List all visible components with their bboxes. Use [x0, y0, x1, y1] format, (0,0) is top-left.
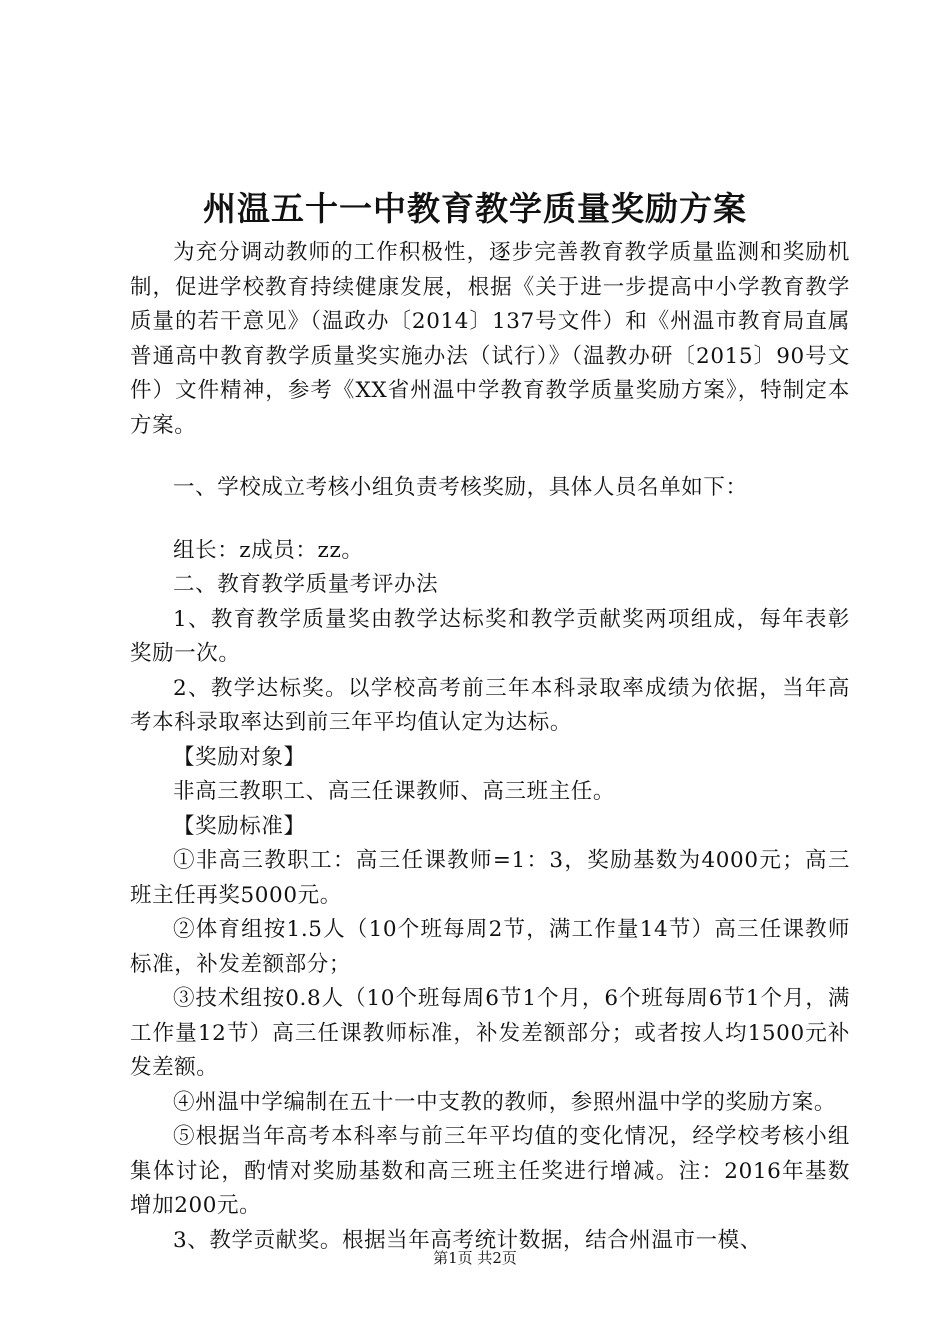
reward-standard-heading: 【奖励标准】	[173, 813, 306, 839]
intro-paragraph: 为充分调动教师的工作积极性，逐步完善教育教学质量监测和奖励机制，促进学校教育持续健康发展，根据《关于进一步提高中小学教育教学质量的若干意见》（温政办〔2014〕137号文件）和《州温市教育局直属普通高中教育教学质量奖实施办法（试行）》（温教办研〔2015〕90号文件）文件精神，参考《XX省州温中学教育教学质量奖励方案》，特制定本方案。	[130, 240, 850, 438]
section-heading-1: 一、学校成立考核小组负责考核奖励，具体人员名单如下：	[173, 475, 748, 500]
group-members-paragraph: 组长：z成员：zz。	[173, 537, 364, 563]
document-title: 州温五十一中教育教学质量奖励方案	[203, 189, 747, 228]
standard-1-paragraph: ①非高三教职工：高三任课教师=1：3，奖励基数为4000元；高三班主任再奖5000元。	[130, 848, 850, 908]
item-2-paragraph: 2、教学达标奖。以学校高考前三年本科录取率成绩为依据，当年高考本科录取率达到前三年平均值认定为达标。	[130, 675, 850, 735]
reward-target-paragraph: 非高三教职工、高三任课教师、高三班主任。	[173, 779, 616, 804]
reward-target-heading: 【奖励对象】	[173, 744, 306, 770]
standard-2-paragraph: ②体育组按1.5人（10个班每周2节，满工作量14节）高三任课教师标准，补发差额部分；	[130, 917, 850, 977]
standard-3-paragraph: ③技术组按0.8人（10个班每周6节1个月，6个班每周6节1个月，满工作量12节）高三任课教师标准，补发差额部分；或者按人均1500元补发差额。	[130, 986, 850, 1080]
item-3-paragraph: 3、教学贡献奖。根据当年高考统计数据，结合州温市一模、	[173, 1227, 762, 1253]
page-footer: 第1页 共2页	[433, 1249, 517, 1267]
standard-4-paragraph: ④州温中学编制在五十一中支教的教师，参照州温中学的奖励方案。	[173, 1089, 837, 1115]
item-1-paragraph: 1、教育教学质量奖由教学达标奖和教学贡献奖两项组成，每年表彰奖励一次。	[130, 606, 850, 666]
document-body	[130, 236, 850, 1258]
standard-5-paragraph: ⑤根据当年高考本科率与前三年平均值的变化情况，经学校考核小组集体讨论，酌情对奖励基数和高三班主任奖进行增减。注：2016年基数增加200元。	[130, 1124, 850, 1218]
section-heading-2: 二、教育教学质量考评办法	[173, 572, 439, 597]
